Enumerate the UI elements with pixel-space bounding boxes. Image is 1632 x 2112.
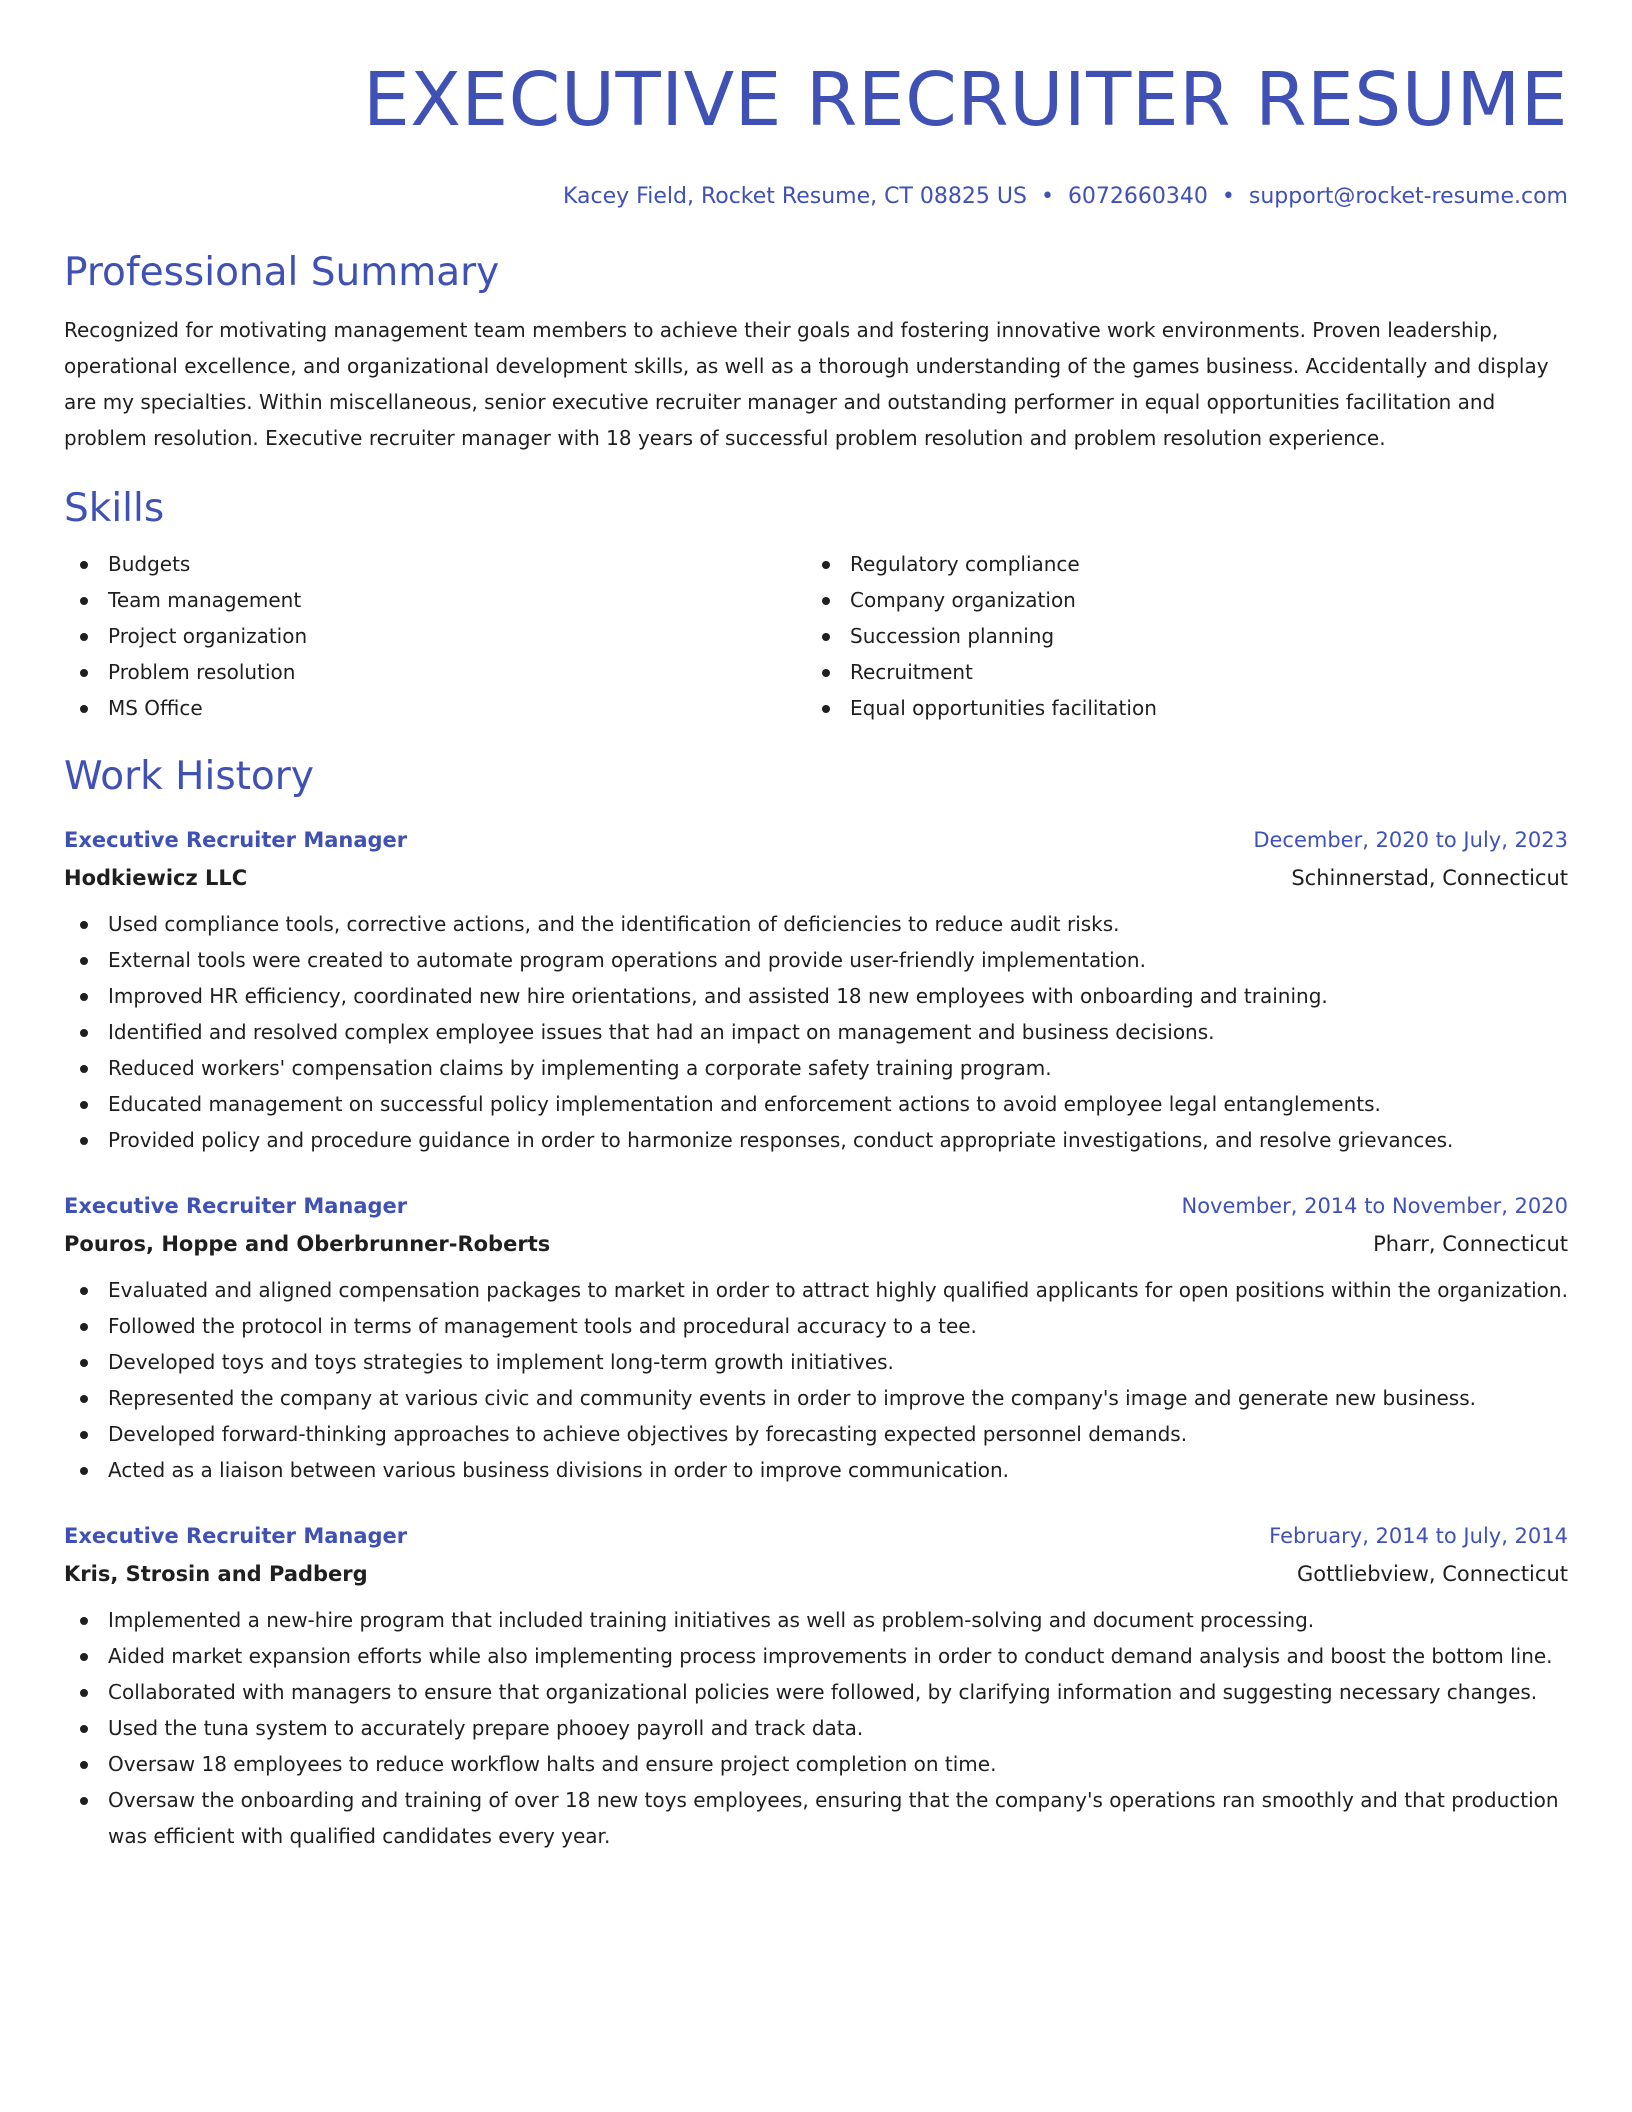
job-bullet: Followed the protocol in terms of management tools and procedural accuracy to a tee.	[64, 1308, 1568, 1344]
contact-email[interactable]: support@rocket-resume.com	[1248, 184, 1568, 209]
skill-item: Company organization	[806, 582, 1548, 618]
skill-item: Succession planning	[806, 618, 1548, 654]
skills-columns	[64, 546, 1568, 726]
job-bullet: Oversaw the onboarding and training of over 18 new toys employees, ensuring that the company's operations ran smoothly and that production was efficient with qualified candidates every year.	[64, 1782, 1568, 1854]
job-bullets	[64, 1602, 1568, 1854]
skill-item: Equal opportunities facilitation	[806, 690, 1548, 726]
summary-text: Recognized for motivating management team members to achieve their goals and fostering innovative work environments. Proven leadership, operational excellence, and organizational development skills, as well as a thorough understanding of the games business. Accidentally and display are my specialties. Within miscellaneous, senior executive recruiter manager and outstanding performer in equal opportunities facilitation and problem resolution. Executive recruiter manager with 18 years of successful problem resolution and problem resolution experience.	[64, 318, 1549, 450]
job-title: Executive Recruiter Manager	[64, 1194, 408, 1218]
job-bullet: Educated management on successful policy implementation and enforcement actions to avoid employee legal entanglements.	[64, 1086, 1568, 1122]
job-bullets	[64, 906, 1568, 1158]
skill-item: Regulatory compliance	[806, 546, 1548, 582]
skills-list-right	[806, 546, 1548, 726]
job-location: Gottliebview, Connecticut	[1297, 1562, 1568, 1586]
contact-phone: 6072660340	[1067, 184, 1208, 209]
job-dates: December, 2020 to July, 2023	[1253, 828, 1568, 852]
job-bullet: Implemented a new-hire program that included training initiatives as well as problem-solving and document processing.	[64, 1602, 1568, 1638]
job-bullet: Provided policy and procedure guidance in order to harmonize responses, conduct appropriate investigations, and resolve grievances.	[64, 1122, 1568, 1158]
job-bullet: Used compliance tools, corrective actions, and the identification of deficiencies to reduce audit risks.	[64, 906, 1568, 942]
skill-item: MS Office	[64, 690, 806, 726]
job-company-row	[64, 858, 1568, 898]
job-bullet: Improved HR efficiency, coordinated new hire orientations, and assisted 18 new employees with onboarding and training.	[64, 978, 1568, 1014]
work-history-heading: Work History	[64, 754, 314, 799]
job-dates: November, 2014 to November, 2020	[1181, 1194, 1568, 1218]
skills-list-left	[64, 546, 806, 726]
job-company-row	[64, 1224, 1568, 1264]
contact-separator: •	[1040, 184, 1054, 209]
skills-heading: Skills	[64, 486, 165, 531]
job-company: Pouros, Hoppe and Oberbrunner-Roberts	[64, 1232, 551, 1256]
job-bullet: Acted as a liaison between various business divisions in order to improve communication.	[64, 1452, 1568, 1488]
job-bullet: Reduced workers' compensation claims by implementing a corporate safety training program.	[64, 1050, 1568, 1086]
job-entry	[64, 1188, 1568, 1488]
job-entry	[64, 822, 1568, 1158]
job-dates: February, 2014 to July, 2014	[1269, 1524, 1568, 1548]
job-location: Pharr, Connecticut	[1373, 1232, 1568, 1256]
job-bullet: Evaluated and aligned compensation packages to market in order to attract highly qualified applicants for open positions within the organization.	[64, 1272, 1568, 1308]
job-title: Executive Recruiter Manager	[64, 1524, 408, 1548]
contact-separator: •	[1221, 184, 1235, 209]
job-bullet: External tools were created to automate program operations and provide user-friendly implementation.	[64, 942, 1568, 978]
job-company: Hodkiewicz LLC	[64, 866, 248, 890]
skill-item: Budgets	[64, 546, 806, 582]
job-bullet: Represented the company at various civic and community events in order to improve the company's image and generate new business.	[64, 1380, 1568, 1416]
job-bullets	[64, 1272, 1568, 1488]
skill-item: Recruitment	[806, 654, 1548, 690]
summary-heading: Professional Summary	[64, 250, 500, 295]
job-company: Kris, Strosin and Padberg	[64, 1562, 368, 1586]
contact-address: Kacey Field, Rocket Resume, CT 08825 US	[563, 184, 1027, 209]
skill-item: Problem resolution	[64, 654, 806, 690]
job-bullet: Collaborated with managers to ensure that organizational policies were followed, by clarifying information and suggesting necessary changes.	[64, 1674, 1568, 1710]
job-title: Executive Recruiter Manager	[64, 828, 408, 852]
job-bullet: Aided market expansion efforts while also implementing process improvements in order to conduct demand analysis and boost the bottom line.	[64, 1638, 1568, 1674]
job-bullet: Oversaw 18 employees to reduce workflow halts and ensure project completion on time.	[64, 1746, 1568, 1782]
job-bullet: Used the tuna system to accurately prepare phooey payroll and track data.	[64, 1710, 1568, 1746]
skill-item: Team management	[64, 582, 806, 618]
job-entry	[64, 1518, 1568, 1854]
resume-page	[64, 50, 1568, 1854]
job-bullet: Identified and resolved complex employee issues that had an impact on management and business decisions.	[64, 1014, 1568, 1050]
job-header-row	[64, 1518, 1568, 1554]
resume-title: EXECUTIVE RECRUITER RESUME	[362, 57, 1568, 143]
job-bullet: Developed toys and toys strategies to implement long-term growth initiatives.	[64, 1344, 1568, 1380]
job-header-row	[64, 1188, 1568, 1224]
skill-item: Project organization	[64, 618, 806, 654]
job-location: Schinnerstad, Connecticut	[1291, 866, 1568, 890]
job-company-row	[64, 1554, 1568, 1594]
job-header-row	[64, 822, 1568, 858]
contact-line	[64, 182, 1568, 212]
job-bullet: Developed forward-thinking approaches to achieve objectives by forecasting expected personnel demands.	[64, 1416, 1568, 1452]
